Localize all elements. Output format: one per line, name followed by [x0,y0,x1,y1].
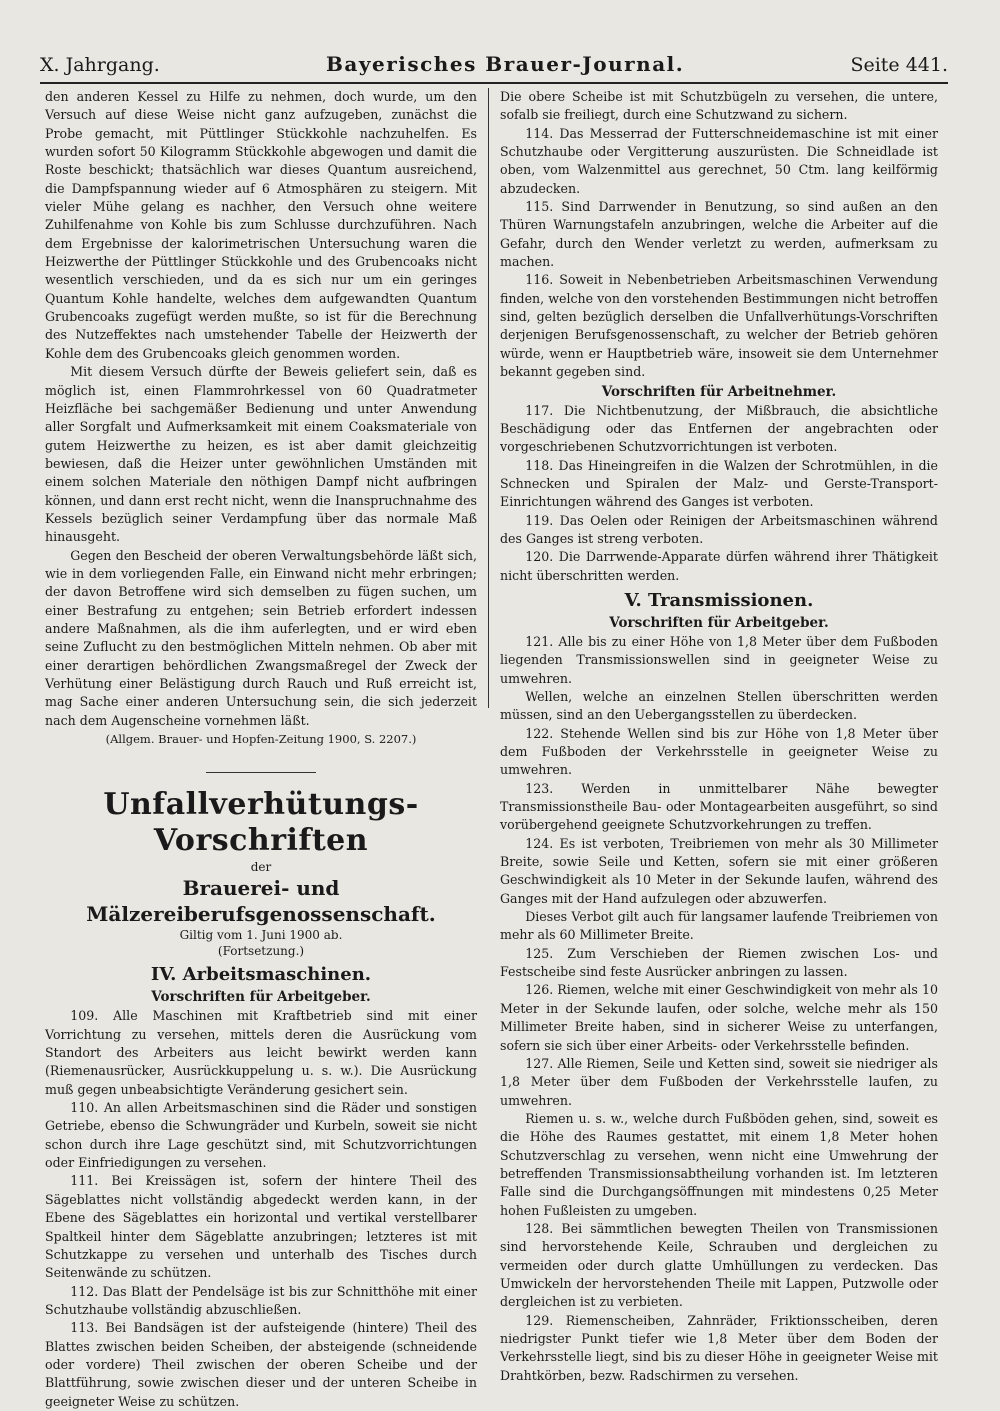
page-number: Seite 441. [850,54,948,76]
rule-paragraph: 117. Die Nichtbenutzung, der Mißbrauch, die absichtliche Beschädigung oder das Entfernen der angebrachten oder vorgeschriebenen Schutzvorrichtungen ist verboten. [500,402,938,455]
section-heading: IV. Arbeitsmaschinen. [150,964,372,986]
rule-paragraph: 128. Bei sämmtlichen bewegten Theilen von Transmissionen sind hervorstehende Keile, Schrauben und dergleichen zu vermeiden oder durch glatte Umhüllungen zu verdecken. Das Umwickeln der hervorstehenden Theile mit Lappen, Putzwolle oder dergleichen ist zu verbieten. [500,1220,938,1310]
rule-paragraph: Die obere Scheibe ist mit Schutzbügeln zu versehen, die untere, sofalb sie freiliegt, durch eine Schutzwand zu sichern. [500,89,938,123]
rule-paragraph: Dieses Verbot gilt auch für langsamer laufende Treibriemen von mehr als 60 Millimeter Breite. [500,909,938,943]
organization-title: Brauerei- und Mälzereiberufsgenossenschaft. [86,876,436,927]
article-source: (Allgem. Brauer- und Hopfen-Zeitung 1900, S. 2207.) [105,732,417,747]
rule-paragraph: 118. Das Hineingreifen in die Walzen der Schrotmühlen, in die Schnecken und Spiralen der Malz- und Gerste-Transport-Einrichtungen während des Ganges ist verboten. [500,457,938,510]
rule-paragraph: 129. Riemenscheiben, Zahnräder, Friktionsscheiben, deren niedrigster Punkt tiefer wie 1,8 Meter über dem Boden der Verkehrsstelle liegt, sind bis zu dieser Höhe in geeigneter Weise mit Drahtkörben, bezw. Radschirmen zu versehen. [500,1312,938,1383]
rule-paragraph: Riemen u. s. w., welche durch Fußböden gehen, sind, soweit es die Höhe des Raumes gestattet, mit einem 1,8 Meter hohen Schutzverschlag zu versehen, wenn nicht eine Umwehrung der betreffenden Transmissionsabtheilung vorhanden ist. Im letzteren Falle sind die Durchgangsöffnungen mit mindestens 0,25 Meter hohen Fußleisten zu umgeben. [500,1110,938,1218]
rule-paragraph: 122. Stehende Wellen sind bis zur Höhe von 1,8 Meter über dem Fußboden der Verkehrsstelle in geeigneter Weise zu umwehren. [500,725,938,778]
rule-paragraph: 109. Alle Maschinen mit Kraftbetrieb sind mit einer Vorrichtung zu versehen, mittels deren die Ausrückung vom Standort des Arbeiters aus leicht bewirkt werden kann (Riemenausrücker, Ausrückkuppelung u. s. w.). Die Ausrückung muß gegen unbeabsichtigte Veränderung gesichert sein. [45,1008,477,1097]
subsection-heading: Vorschriften für Arbeitnehmer. [601,383,837,400]
rule-paragraph: 121. Alle bis zu einer Höhe von 1,8 Meter über dem Fußboden liegenden Transmissionswellen sind in geeigneter Weise zu umwehren. [500,633,938,686]
rule-paragraph: 127. Alle Riemen, Seile und Ketten sind, soweit sie niedriger als 1,8 Meter über dem Fußboden der Verkehrsstelle laufen, zu umwehren. [500,1055,938,1108]
article-paragraph: Gegen den Bescheid der oberen Verwaltungsbehörde läßt sich, wie in dem vorliegenden Falle, ein Einwand nicht mehr erbringen; der davon Betroffene wird sich demselben zu fügen suchen, um einer Bestrafung zu entgehen; sein Betrieb erfordert indessen andere Maßnahmen, als die ihm auferlegten, und er wird eben seine Zuflucht zu den bestmöglichen Mitteln nehmen. Ob aber mit einer derartigen behördlichen Zwangsmaßregel der Zweck der Verhütung einer Belästigung durch Rauch und Ruß erreicht ist, mag Sache einer anderen Untersuchung sein, die sich jederzeit nach dem Augenscheine vornehmen läßt. [45,547,477,728]
rule-paragraph: 125. Zum Verschieben der Riemen zwischen Los- und Festscheibe sind feste Ausrücker anbringen zu lassen. [500,945,938,980]
rule-paragraph: 110. An allen Arbeitsmaschinen sind die Räder und sonstigen Getriebe, ebenso die Schwungräder und Kurbeln, soweit sie nicht schon durch ihre Lage geschützt sind, mit Schutzvorrichtungen oder Einfriedigungen zu versehen. [45,1100,477,1171]
subsection-heading: Vorschriften für Arbeitgeber. [151,989,371,1006]
volume-label: X. Jahrgang. [40,54,160,76]
rule-paragraph: 113. Bei Bandsägen ist der aufsteigende (hintere) Theil des Blattes zwischen beiden Scheiben, der absteigende (schneidende oder vordere) Theil zwischen der oberen Scheibe und der Blattführung, sowie zwischen dieser und der unteren Scheibe in geeigneter Weise zu schützen. [45,1320,477,1409]
rule-paragraph: 119. Das Oelen oder Reinigen der Arbeitsmaschinen während des Ganges ist streng verboten. [500,512,938,546]
rule-paragraph: 124. Es ist verboten, Treibriemen von mehr als 30 Millimeter Breite, sowie Seile und Ketten, sofern sie mit einer größeren Geschwindigkeit als 10 Meter in der Sekunde laufen, während des Ganges mit der Hand aufzulegen oder abzuwerfen. [500,835,938,906]
section-rule [206,772,316,773]
rule-paragraph: 114. Das Messerrad der Futterschneidemaschine ist mit einer Schutzhaube oder Vergitterung auszurüsten. Die Schneidlade ist oben, vom Walzenmittel aus gerechnet, 50 Ctm. lang keilförmig abzudecken. [500,125,938,196]
section-heading: V. Transmissionen. [624,589,814,611]
column-divider [488,88,489,708]
continuation-note: (Fortsetzung.) [217,944,305,959]
rule-paragraph: Wellen, welche an einzelnen Stellen überschritten werden müssen, sind an den Uebergangsstellen zu überdecken. [500,688,938,723]
article-paragraph: den anderen Kessel zu Hilfe zu nehmen, doch wurde, um den Versuch auf diese Weise nicht ganz aufzugeben, zunächst die Probe gemacht, mit Püttlinger Stückkohle nachzuhelfen. Es wurden sofort 50 Kilogramm Stückkohle abgewogen und damit die Roste beschickt; thatsächlich war dieses Quantum ausreichend, die Dampfspannung wieder auf 6 Atmosphären zu steigern. Mit vieler Mühe gelang es nachher, den Versuch ohne weitere Zuhilfenahme von Kohle bis zum Schlusse durchzuführen. Nach dem Ergebnisse der kalorimetrischen Untersuchung waren die Heizwerthe der Püttlinger Stückkohle und des Grubencoaks nicht wesentlich verschieden, und da es sich nur um ein geringes Quantum Kohle handelte, welches dem aufgewandten Quantum Grubencoaks zugefügt werden mußte, so ist für die Berechnung des Nutzeffektes nach umstehender Tabelle der Heizwerth der Kohle dem des Grubencoaks gleich genommen worden. [45,89,477,361]
subsection-heading: Vorschriften für Arbeitgeber. [609,614,829,631]
rule-paragraph: 120. Die Darrwende-Apparate dürfen während ihrer Thätigkeit nicht überschritten werden. [500,549,938,583]
rule-paragraph: 115. Sind Darrwender in Benutzung, so sind außen an den Thüren Warnungstafeln anzubringen, welche die Arbeiter auf die Gefahr, durch den Wender verletzt zu werden, aufmerksam zu machen. [500,199,938,270]
rule-paragraph: 112. Das Blatt der Pendelsäge ist bis zur Schnitthöhe mit einer Schutzhaube vollständig abzuschließen. [45,1283,477,1317]
regulations-title: Unfallverhütungs-Vorschriften [103,787,419,859]
validity-note: Giltig vom 1. Juni 1900 ab. [179,928,343,943]
rule-paragraph: 126. Riemen, welche mit einer Geschwindigkeit von mehr als 10 Meter in der Sekunde laufen, oder solche, welche mehr als 150 Millimeter Breite haben, sind in sicherer Weise zu unterfangen, sofern sie sich über einer Arbeits- oder Verkehrsstelle befinden. [500,982,938,1053]
rule-paragraph: 123. Werden in unmittelbarer Nähe bewegter Transmissionstheile Bau- oder Montagearbeiten ausgeführt, so sind vorübergehend geeignete Schutzvorkehrungen zu treffen. [500,780,938,833]
left-column [45,88,477,1409]
rule-paragraph: 111. Bei Kreissägen ist, sofern der hintere Theil des Sägeblattes nicht vollständig abgedeckt werden kann, in der Ebene des Sägeblattes ein horizontal und vertikal verstellbarer Spaltkeil hinter dem Sägeblatte anzubringen; letzteres ist mit Schutzkappe zu versehen und unterhalb des Tisches durch Seitenwände zu schützen. [45,1173,477,1281]
article-paragraph: Mit diesem Versuch dürfte der Beweis geliefert sein, daß es möglich ist, einen Flammrohrkessel von 60 Quadratmeter Heizfläche bei sachgemäßer Bedienung und unter Anwendung aller Sorgfalt und Aufmerksamkeit mit einem Coaksmateriale von gutem Heizwerthe zu heizen, es ist aber damit gleichzeitig bewiesen, daß die Heizer unter gewöhnlichen Umständen mit einem solchen Materiale den nöthigen Dampf nicht aufbringen können, und dann erst recht nicht, wenn die Inanspruchnahme des Kessels bezüglich seiner Verdampfung über das normale Maß hinausgeht. [45,364,477,545]
page-header [40,44,948,84]
rule-paragraph: 116. Soweit in Nebenbetrieben Arbeitsmaschinen Verwendung finden, welche von den vorstehenden Bestimmungen nicht betroffen sind, gelten bezüglich derselben die Unfallverhütungs-Vorschriften derjenigen Berufsgenossenschaft, zu welcher der Betrieb gehören würde, wenn er Hauptbetrieb wäre, insoweit sie dem Unternehmer bekannt gegeben sind. [500,272,938,380]
journal-title: Bayerisches Brauer-Journal. [326,52,685,76]
title-der: der [250,860,272,875]
right-column [500,88,938,1383]
